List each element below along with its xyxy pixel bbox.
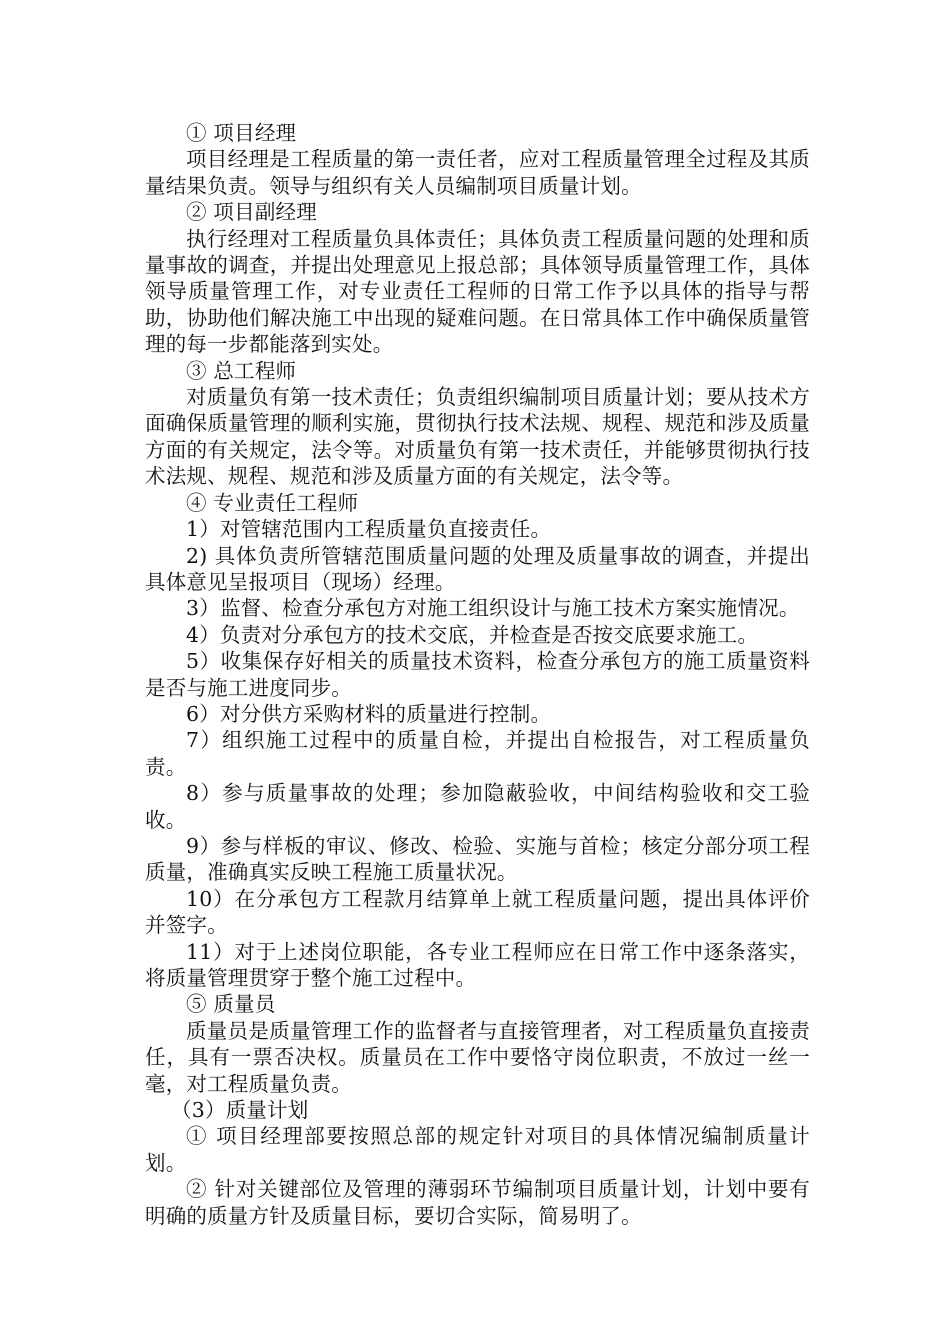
list-item: 2) 具体负责所管辖范围质量问题的处理及质量事故的调查，并提出具体意见呈报项目（现场）经理。 xyxy=(145,543,810,594)
paragraph: 质量员是质量管理工作的监督者与直接管理者，对工程质量负直接责任，具有一票否决权。质量员在工作中要恪守岗位职责，不放过一丝一毫，对工程质量负责。 xyxy=(145,1018,810,1096)
paragraph: 执行经理对工程质量负具体责任；具体负责工程质量问题的处理和质量事故的调查，并提出处理意见上报总部；具体领导质量管理工作，具体领导质量管理工作，对专业责任工程师的日常工作予以具体的指导与帮助，协助他们解决施工中出现的疑难问题。在日常具体工作中确保质量管理的每一步都能落到实处。 xyxy=(145,226,810,357)
list-item: 9）参与样板的审议、修改、检验、实施与首检；核定分部分项工程质量，准确真实反映工程施工质量状况。 xyxy=(145,833,810,885)
list-item: 11）对于上述岗位职能，各专业工程师应在日常工作中逐条落实，将质量管理贯穿于整个施工过程中。 xyxy=(145,939,810,990)
list-item: 1）对管辖范围内工程质量负直接责任。 xyxy=(186,517,552,542)
heading-responsible-engineer: ④ 专业责任工程师 xyxy=(186,490,359,515)
list-item: 7）组织施工过程中的质量自检，并提出自检报告，对工程质量负责。 xyxy=(145,728,810,779)
list-item: ① 项目经理部要按照总部的规定针对项目的具体情况编制质量计划。 xyxy=(145,1124,810,1175)
heading-project-manager: ① 项目经理 xyxy=(186,121,297,145)
paragraph: 对质量负有第一技术责任；负责组织编制项目质量计划；要从技术方面确保质量管理的顺利实施，贯彻执行技术法规、规程、规范和涉及质量方面的有关规定，法令等。对质量负有第一技术责任，并能够贯彻执行技术法规、规程、规范和涉及质量方面的有关规定，法令等。 xyxy=(145,385,810,489)
list-item: 3）监督、检查分承包方对施工组织设计与施工技术方案实施情况。 xyxy=(186,596,800,621)
heading-quality-plan: （3）质量计划 xyxy=(171,1098,309,1123)
list-item: 6）对分供方采购材料的质量进行控制。 xyxy=(186,701,552,726)
list-item: 4）负责对分承包方的技术交底，并检查是否按交底要求施工。 xyxy=(186,622,759,647)
list-item: 5）收集保存好相关的质量技术资料，检查分承包方的施工质量资料是否与施工进度同步。 xyxy=(145,649,810,700)
list-item: ② 针对关键部位及管理的薄弱环节编制项目质量计划，计划中要有明确的质量方针及质量目标，要切合实际，简易明了。 xyxy=(145,1177,810,1228)
document-page xyxy=(145,120,810,1229)
paragraph: 项目经理是工程质量的第一责任者，应对工程质量管理全过程及其质量结果负责。领导与组织有关人员编制项目质量计划。 xyxy=(145,147,810,198)
heading-deputy-manager: ② 项目副经理 xyxy=(186,200,317,225)
list-item: 8）参与质量事故的处理；参加隐蔽验收，中间结构验收和交工验收。 xyxy=(145,781,810,832)
heading-quality-inspector: ⑤ 质量员 xyxy=(186,992,276,1017)
heading-chief-engineer: ③ 总工程师 xyxy=(186,358,297,383)
list-item: 10）在分承包方工程款月结算单上就工程质量问题，提出具体评价并签字。 xyxy=(145,886,810,938)
